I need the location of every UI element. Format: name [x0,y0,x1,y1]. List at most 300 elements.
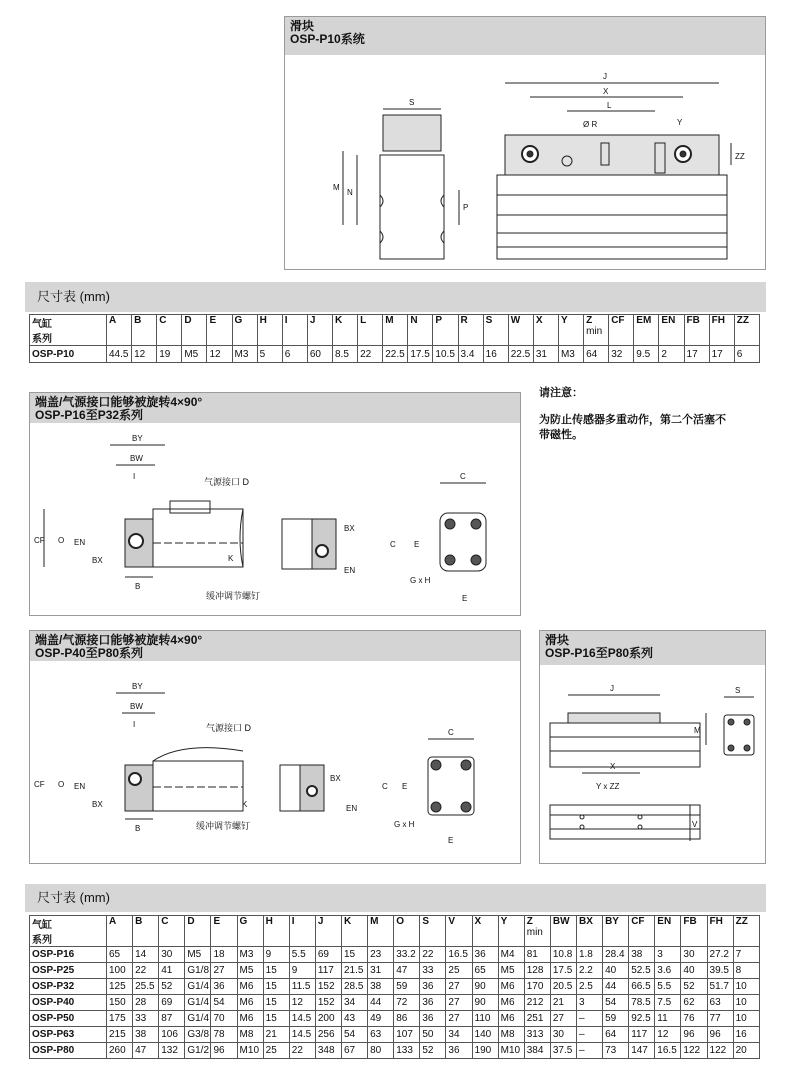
header-series-line2: 系列 [32,334,52,345]
cell-cf: 92.5 [629,1011,655,1027]
sp16-J: J [610,684,614,693]
row-series: OSP-P25 [30,963,107,979]
cell-j: 152 [315,979,341,995]
cell-s: 36 [420,1011,446,1027]
cell-bw: 17.5 [550,963,576,979]
cell-bw: 27 [550,1011,576,1027]
cell-e: 70 [211,1011,237,1027]
cell-z: 251 [524,1011,550,1027]
cell-p: 10.5 [433,346,458,363]
header-col-a [107,916,133,947]
cell-en: 16.5 [655,1043,681,1059]
header-col-label: Y [500,916,508,927]
header-col-zz [734,315,759,346]
cell-l: 22 [358,346,383,363]
table-row [30,947,760,963]
dimension-table-p16-p80 [29,915,760,1059]
header-col-label: CF [631,916,645,927]
cell-en: 2 [659,346,684,363]
cell-w: 22.5 [508,346,533,363]
header-col-sub: min [526,927,543,938]
cell-v: 36 [446,1043,472,1059]
cell-a: 65 [107,947,133,963]
cell-x: 90 [472,995,498,1011]
header-col-label: A [109,315,117,326]
table-row [30,979,760,995]
p40-E2: E [448,836,454,845]
cell-cf: 52.5 [629,963,655,979]
cell-bw: 37.5 [550,1043,576,1059]
cell-cf: 78.5 [629,995,655,1011]
cell-j: 69 [315,947,341,963]
header-col-m [368,916,394,947]
header-col-y [558,315,583,346]
slider-p10-header [285,17,765,55]
table-row [30,995,760,1011]
slider-p16-panel [539,630,766,864]
p40-BY: BY [132,682,143,691]
dim-ZZ-label: ZZ [735,152,745,161]
cell-by: 59 [603,1011,629,1027]
cell-bw: 30 [550,1027,576,1043]
header-col-label: D [184,315,192,326]
panel-p16-title: 端盖/气源接口能够被旋转4×90° [35,395,203,409]
cell-y: M8 [498,1027,524,1043]
cell-e: 12 [207,346,232,363]
row-series: OSP-P16 [30,947,107,963]
header-col-label: H [265,916,273,927]
cell-g: M6 [237,995,263,1011]
cell-zz: 16 [733,1027,759,1043]
header-col-label: FB [686,315,700,326]
cell-z: 384 [524,1043,550,1059]
p16-port: 气源接口 D [204,477,250,487]
cell-c: 69 [159,995,185,1011]
p40-BX: BX [92,800,103,809]
cell-v: 27 [446,979,472,995]
cell-a: 260 [107,1043,133,1059]
cell-bx: 1.8 [576,947,602,963]
header-col-d [185,916,211,947]
dim-Y-label: Y [677,118,683,127]
header-col-x [472,916,498,947]
cell-a: 100 [107,963,133,979]
cell-d: M5 [185,947,211,963]
cell-n: 17.5 [408,346,433,363]
sp16-S: S [735,686,741,695]
cell-v: 25 [446,963,472,979]
header-col-label: J [309,315,316,326]
slider-p10-title: 滑块 [290,19,315,33]
cell-o: 86 [394,1011,420,1027]
header-col-fb [681,916,707,947]
cell-bw: 10.8 [550,947,576,963]
cell-h: 21 [263,1027,289,1043]
header-col-label: L [360,315,367,326]
cell-cf: 147 [629,1043,655,1059]
header-col-label: A [109,916,117,927]
cell-bx: – [576,1043,602,1059]
p16-I: I [133,472,136,481]
cell-d: G1/4 [185,995,211,1011]
cell-by: 28.4 [603,947,629,963]
p40-CC: C [382,782,388,791]
header-col-cf [609,315,634,346]
cell-g: M3 [237,947,263,963]
slider-p10-panel [284,16,766,270]
cell-y: M6 [498,995,524,1011]
cell-bx: 2.2 [576,963,602,979]
p16-BW: BW [130,454,143,463]
cell-en: 3 [655,947,681,963]
cell-fb: 62 [681,995,707,1011]
cell-g: M8 [237,1027,263,1043]
header-col-cf [629,916,655,947]
header-col-label: V [448,916,456,927]
header-col-z [524,916,550,947]
header-col-label: K [343,916,352,927]
header-col-label: Z [586,315,593,326]
header-col-label: BW [552,916,570,927]
cell-k: 21.5 [341,963,367,979]
cell-i: 12 [289,995,315,1011]
header-col-label: N [410,315,418,326]
header-series [30,916,107,947]
table-row [30,1043,760,1059]
note-body-line1: 为防止传感器多重动作，第二个活塞不 [539,414,726,426]
header-col-label: W [510,315,521,326]
cell-i: 11.5 [289,979,315,995]
p40-C: C [448,728,454,737]
note-body-line2: 带磁性。 [539,429,583,441]
header-col-label: E [213,916,221,927]
dim-M-label: M [333,183,340,192]
cell-h: 15 [263,963,289,979]
table-row [30,1011,760,1027]
header-col-label: X [474,916,482,927]
cell-a: 175 [107,1011,133,1027]
p40-BX2: BX [330,774,341,783]
cell-a: 215 [107,1027,133,1043]
p16-BY: BY [132,434,143,443]
cell-i: 6 [282,346,307,363]
cell-zz: 10 [733,995,759,1011]
header-series-line2: 系列 [32,935,52,946]
cell-cf: 117 [629,1027,655,1043]
header-col-label: H [259,315,267,326]
cell-c: 30 [159,947,185,963]
dim-L-label: L [607,101,612,110]
cell-x: 110 [472,1011,498,1027]
cell-h: 5 [257,346,282,363]
p16-CC: C [390,540,396,549]
header-col-o [394,916,420,947]
cell-x: 65 [472,963,498,979]
cell-j: 152 [315,995,341,1011]
cell-fb: 30 [681,947,707,963]
header-col-by [603,916,629,947]
dim-R-label: Ø R [583,120,598,129]
cell-fh: 77 [707,1011,733,1027]
cell-cf: 38 [629,947,655,963]
cell-g: M3 [232,346,257,363]
table2-header-row [30,916,760,947]
cell-s: 36 [420,979,446,995]
header-col-l [358,315,383,346]
cell-e: 36 [211,979,237,995]
table2-title: 尺寸表 (mm) [37,890,110,905]
cell-h: 25 [263,1043,289,1059]
header-col-label: D [187,916,195,927]
header-col-bx [576,916,602,947]
cell-s: 16 [483,346,508,363]
header-col-label: S [485,315,493,326]
cell-c: 19 [157,346,182,363]
cell-fb: 122 [681,1043,707,1059]
cell-c: 106 [159,1027,185,1043]
dim-P-label: P [463,203,469,212]
cell-m: 23 [368,947,394,963]
cell-z: 64 [584,346,609,363]
header-col-a [107,315,132,346]
header-col-zz [733,916,759,947]
p40-E: E [402,782,408,791]
header-col-en [659,315,684,346]
cell-c: 41 [159,963,185,979]
header-col-g [232,315,257,346]
p16-C: C [460,472,466,481]
p16-K: K [228,554,234,563]
cell-k: 43 [341,1011,367,1027]
cell-j: 200 [315,1011,341,1027]
p16-BX: BX [92,556,103,565]
header-col-w [508,315,533,346]
header-col-label: C [159,315,167,326]
header-col-e [211,916,237,947]
cell-bx: – [576,1027,602,1043]
header-col-label: M [385,315,394,326]
cell-i: 14.5 [289,1011,315,1027]
table1-title-band [25,282,766,312]
p16-BX2: BX [344,524,355,533]
header-col-fh [709,315,734,346]
cell-bx: – [576,1011,602,1027]
cell-d: G1/8 [185,963,211,979]
cell-d: M5 [182,346,207,363]
p40-port: 气源接口 D [206,723,252,733]
cell-d: G1/4 [185,979,211,995]
sp16-V: V [692,820,698,829]
cell-j: 348 [315,1043,341,1059]
cell-s: 36 [420,995,446,1011]
cell-bw: 20.5 [550,979,576,995]
header-col-label: BX [578,916,593,927]
cell-s: 50 [420,1027,446,1043]
panel-p16-header [30,393,520,423]
p16-screw: 缓冲调节螺钉 [206,591,261,601]
cell-m: 63 [368,1027,394,1043]
end-cap-panel-p40 [29,630,521,864]
dim-J-label: J [603,72,607,81]
cell-m: 22.5 [383,346,408,363]
cell-k: 8.5 [332,346,357,363]
cell-s: 33 [420,963,446,979]
header-col-c [157,315,182,346]
p40-EN2: EN [346,804,358,813]
header-col-label: ZZ [735,916,748,927]
cell-en: 5.5 [655,979,681,995]
table-row [30,963,760,979]
panel-p16-drawing [30,423,520,613]
cell-en: 11 [655,1011,681,1027]
p40-CF: CF [34,780,45,789]
header-col-label: B [134,315,142,326]
cell-g: M5 [237,963,263,979]
table2-title-band [25,884,766,912]
header-col-c [159,916,185,947]
header-col-label: G [234,315,243,326]
header-col-r [458,315,483,346]
cell-zz: 10 [733,979,759,995]
header-series-line1: 气缸 [32,319,52,330]
row-series: OSP-P40 [30,995,107,1011]
header-col-label: FH [711,315,725,326]
cell-fh: 122 [707,1043,733,1059]
cell-by: 64 [603,1027,629,1043]
header-col-h [263,916,289,947]
header-col-k [341,916,367,947]
table-row [30,346,760,363]
cell-v: 16.5 [446,947,472,963]
panel-p40-drawing [30,661,520,861]
slider-p16-title: 滑块 [545,633,570,647]
cell-cf: 32 [609,346,634,363]
header-col-label: X [535,315,543,326]
cell-b: 25.5 [133,979,159,995]
cell-en: 7.5 [655,995,681,1011]
row-series: OSP-P10 [30,346,107,363]
cell-k: 67 [341,1043,367,1059]
cell-k: 15 [341,947,367,963]
cell-fh: 63 [707,995,733,1011]
cell-e: 27 [211,963,237,979]
cell-a: 150 [107,995,133,1011]
cell-r: 3.4 [458,346,483,363]
cell-x: 36 [472,947,498,963]
cell-z: 128 [524,963,550,979]
cell-e: 96 [211,1043,237,1059]
dimension-table-p10 [29,314,760,363]
header-col-i [289,916,315,947]
cell-b: 12 [132,346,157,363]
sp16-M: M [694,726,701,735]
cell-o: 72 [394,995,420,1011]
header-col-label: G [239,916,248,927]
header-col-label: ZZ [736,315,749,326]
p40-K: K [242,800,248,809]
header-col-label: FB [683,916,697,927]
cell-x: 90 [472,979,498,995]
cell-x: 31 [533,346,558,363]
header-col-m [383,315,408,346]
header-col-sub: min [586,326,603,337]
cell-bw: 21 [550,995,576,1011]
cell-g: M10 [237,1043,263,1059]
cell-b: 22 [133,963,159,979]
header-col-label: E [209,315,217,326]
cell-fb: 96 [681,1027,707,1043]
p40-O: O [58,780,65,789]
header-col-y [498,916,524,947]
header-col-label: Y [560,315,568,326]
header-col-d [182,315,207,346]
p40-screw: 缓冲调节螺钉 [196,821,251,831]
header-col-s [420,916,446,947]
cell-fb: 52 [681,979,707,995]
cell-k: 28.5 [341,979,367,995]
header-col-k [332,315,357,346]
slider-p10-drawing [285,55,765,267]
cell-s: 22 [420,947,446,963]
cell-h: 15 [263,1011,289,1027]
end-cap-panel-p16 [29,392,521,616]
cell-s: 52 [420,1043,446,1059]
header-col-label: Z [526,916,533,927]
header-col-j [315,916,341,947]
cell-fh: 96 [707,1027,733,1043]
p16-EN2: EN [344,566,356,575]
cell-e: 78 [211,1027,237,1043]
cell-y: M6 [498,979,524,995]
table1-title: 尺寸表 (mm) [37,289,110,304]
cell-x: 140 [472,1027,498,1043]
p40-GH: G x H [394,820,415,829]
header-series [30,315,107,346]
row-series: OSP-P80 [30,1043,107,1059]
cell-o: 59 [394,979,420,995]
cell-i: 22 [289,1043,315,1059]
cell-b: 47 [133,1043,159,1059]
header-col-e [207,315,232,346]
header-col-h [257,315,282,346]
header-col-b [132,315,157,346]
table-row [30,1027,760,1043]
row-series: OSP-P63 [30,1027,107,1043]
slider-p16-subtitle: OSP-P16至P80系列 [545,646,654,660]
cell-o: 107 [394,1027,420,1043]
cell-y: M3 [558,346,583,363]
header-col-fb [684,315,709,346]
header-series-line1: 气缸 [32,920,52,931]
panel-p40-header [30,631,520,661]
cell-zz: 7 [733,947,759,963]
cell-z: 81 [524,947,550,963]
p16-O: O [58,536,65,545]
cell-j: 60 [307,346,332,363]
header-col-label: O [396,916,404,927]
p16-E2: E [462,594,468,603]
cell-m: 38 [368,979,394,995]
cell-by: 54 [603,995,629,1011]
cell-z: 170 [524,979,550,995]
cell-y: M10 [498,1043,524,1059]
cell-fb: 17 [684,346,709,363]
cell-zz: 20 [733,1043,759,1059]
header-col-label: C [161,916,169,927]
header-col-fh [707,916,733,947]
p40-BW: BW [130,702,143,711]
header-col-s [483,315,508,346]
